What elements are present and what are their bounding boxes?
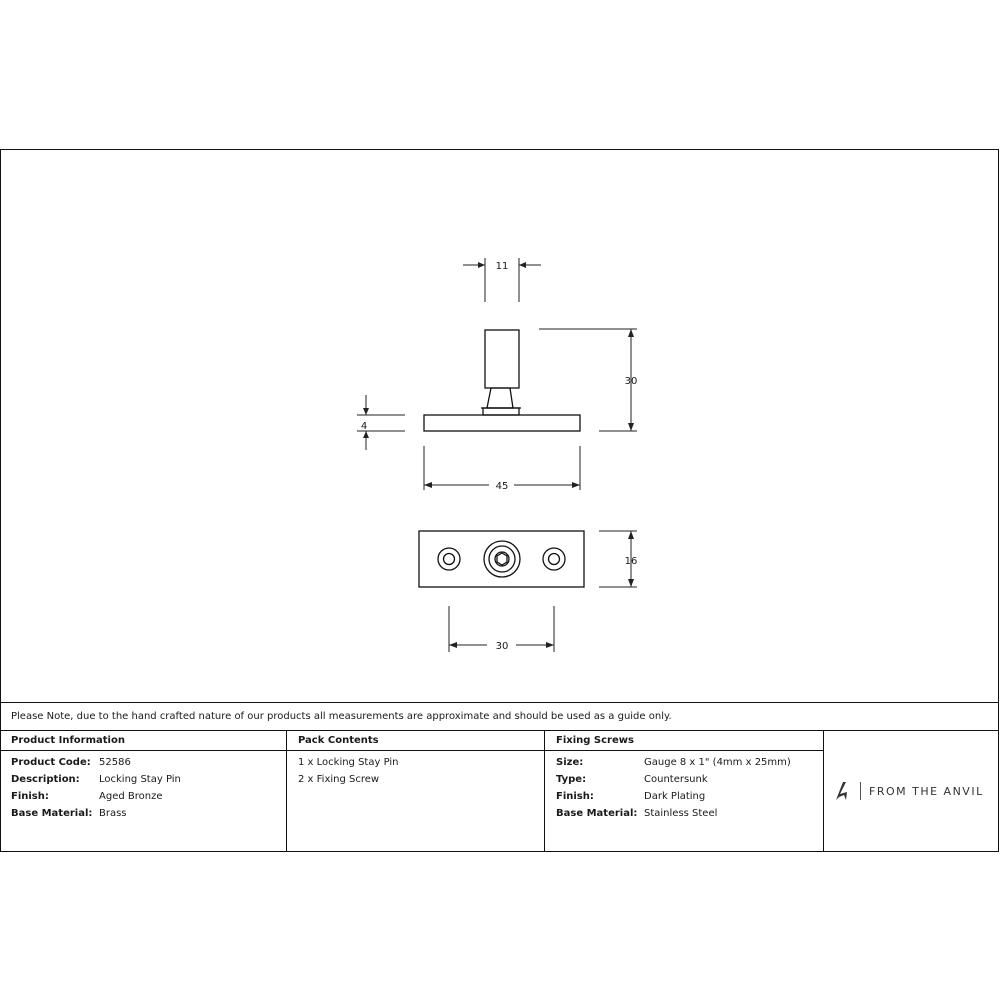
plan-view <box>419 531 584 587</box>
pack-contents-heading: Pack Contents <box>287 731 544 751</box>
logo-divider <box>860 782 861 800</box>
pin-neck <box>487 388 513 408</box>
screw-row: Size: Gauge 8 x 1" (4mm x 25mm) <box>556 757 791 768</box>
side-view <box>424 330 580 431</box>
pin-body <box>485 330 519 388</box>
info-row: Finish: Aged Bronze <box>11 791 163 802</box>
dim-plate-width <box>599 531 637 587</box>
brand-name: FROM THE ANVIL <box>869 784 984 798</box>
dim-label-plate-thickness: 4 <box>360 421 368 432</box>
fixing-screws-heading: Fixing Screws <box>545 731 823 751</box>
dim-label-plate-width: 16 <box>624 556 638 567</box>
brand-logo <box>824 731 999 851</box>
dim-hole-centres <box>449 606 554 652</box>
screw-hole-left <box>438 548 460 570</box>
fixing-screws-panel <box>545 731 824 851</box>
dim-label-overall-height: 30 <box>624 376 638 387</box>
dim-plate-length <box>424 446 580 492</box>
info-row: Product Code: 52586 <box>11 757 131 768</box>
dim-plate-thickness <box>357 395 405 450</box>
screw-row: Base Material: Stainless Steel <box>556 808 718 819</box>
base-plate-side <box>424 415 580 431</box>
dim-overall-height <box>539 329 637 431</box>
dim-pin-width <box>463 258 541 302</box>
info-row: Description: Locking Stay Pin <box>11 774 181 785</box>
pack-item: 1 x Locking Stay Pin <box>298 757 399 768</box>
screw-hole-right <box>543 548 565 570</box>
pack-contents-panel <box>287 731 545 851</box>
product-information-heading: Product Information <box>0 731 286 751</box>
screw-row: Finish: Dark Plating <box>556 791 706 802</box>
dim-label-pin-width: 11 <box>495 261 509 272</box>
screw-row: Type: Countersunk <box>556 774 708 785</box>
info-row: Base Material: Brass <box>11 808 127 819</box>
pack-item: 2 x Fixing Screw <box>298 774 380 785</box>
dim-label-plate-length: 45 <box>495 481 509 492</box>
product-information-panel <box>0 731 287 851</box>
measurement-note: Please Note, due to the hand crafted nature of our products all measurements are approximate and should be used as a guide only. <box>0 702 999 731</box>
technical-drawing <box>1 150 998 702</box>
anvil-logo-icon <box>834 780 854 802</box>
dim-label-hole-centres: 30 <box>495 641 509 652</box>
